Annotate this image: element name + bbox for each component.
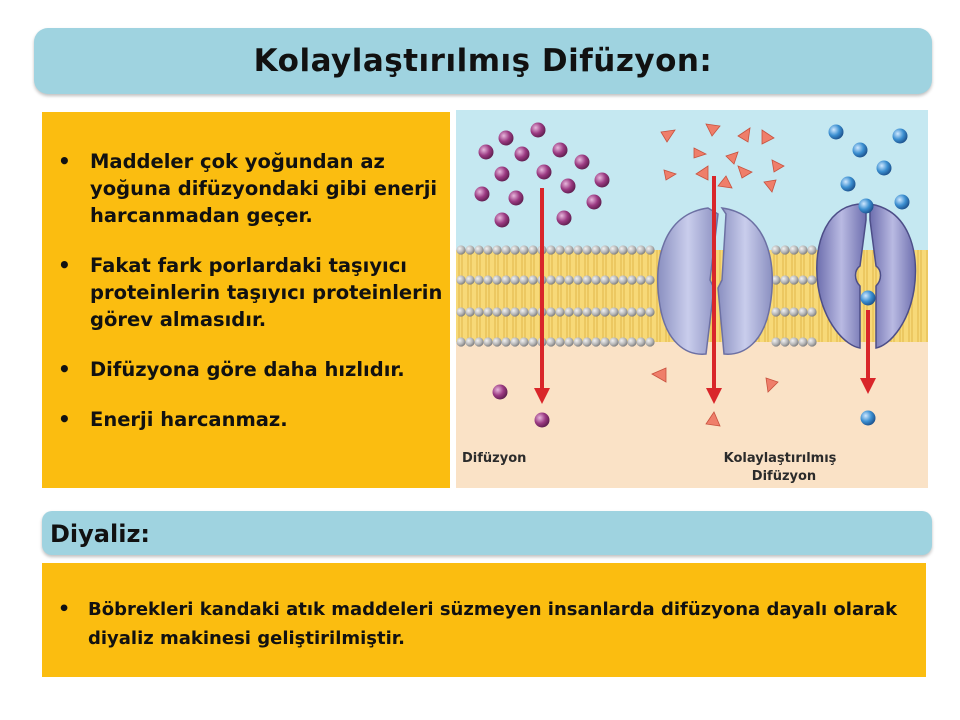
blue-molecule <box>877 161 892 176</box>
bullet-list <box>56 148 446 456</box>
lipid-head <box>582 337 591 346</box>
purple-molecule <box>495 167 510 182</box>
purple-molecule <box>553 143 568 158</box>
lipid-head <box>501 307 510 316</box>
label-facilitated-line2: Difüzyon <box>751 469 817 484</box>
blue-molecule <box>895 195 910 210</box>
lipid-head <box>501 337 510 346</box>
blue-molecule <box>859 199 874 214</box>
lipid-head <box>636 307 645 316</box>
bullet-item: • Fakat fark porlardaki taşıyıcı proteinlerin taşıyıcı proteinlerin görev almasıdır. <box>56 252 446 333</box>
purple-molecule <box>587 195 602 210</box>
intracellular-region <box>456 342 928 488</box>
lipid-head <box>645 245 654 254</box>
lipid-head <box>591 245 600 254</box>
lipid-head <box>519 337 528 346</box>
lipid-head <box>510 337 519 346</box>
lipid-head <box>564 337 573 346</box>
lipid-head <box>609 245 618 254</box>
lipid-head <box>627 337 636 346</box>
lipid-head <box>780 275 789 284</box>
lipid-head <box>492 337 501 346</box>
purple-molecule <box>561 179 576 194</box>
lipid-head <box>807 275 816 284</box>
lipid-head <box>600 245 609 254</box>
lipid-head <box>465 307 474 316</box>
lipid-head <box>465 275 474 284</box>
lipid-head <box>546 307 555 316</box>
lipid-head <box>600 337 609 346</box>
lipid-head <box>609 275 618 284</box>
dialysis-bullet-list <box>56 595 906 653</box>
label-diffusion: Difüzyon <box>462 451 527 466</box>
lipid-head <box>618 275 627 284</box>
lipid-head <box>546 337 555 346</box>
purple-molecule <box>499 131 514 146</box>
blue-molecule <box>853 143 868 158</box>
lipid-head <box>636 337 645 346</box>
purple-molecule <box>495 213 510 228</box>
blue-molecule <box>841 177 856 192</box>
lipid-head <box>465 245 474 254</box>
lipid-head <box>798 275 807 284</box>
title-banner <box>34 28 932 94</box>
lipid-head <box>474 307 483 316</box>
lipid-head <box>456 337 465 346</box>
lipid-head <box>474 275 483 284</box>
lipid-head <box>798 245 807 254</box>
lipid-head <box>510 307 519 316</box>
lipid-head <box>483 275 492 284</box>
lipid-head <box>807 337 816 346</box>
lipid-head <box>618 337 627 346</box>
page-title: Kolaylaştırılmış Difüzyon: <box>253 43 713 79</box>
lipid-head <box>555 275 564 284</box>
lipid-head <box>528 245 537 254</box>
lipid-head <box>789 337 798 346</box>
lipid-head <box>780 245 789 254</box>
lipid-head <box>798 337 807 346</box>
blue-molecule <box>861 291 876 306</box>
lipid-head <box>474 337 483 346</box>
lipid-head <box>501 245 510 254</box>
purple-molecule <box>531 123 546 138</box>
lipid-head <box>546 245 555 254</box>
lipid-head <box>528 275 537 284</box>
lipid-head <box>807 307 816 316</box>
lipid-head <box>636 245 645 254</box>
lipid-head <box>483 307 492 316</box>
lipid-head <box>807 245 816 254</box>
lipid-head <box>546 275 555 284</box>
purple-molecule <box>595 173 610 188</box>
blue-molecule <box>893 129 908 144</box>
lipid-head <box>645 307 654 316</box>
dialysis-heading: Diyaliz: <box>50 520 151 548</box>
lipid-head <box>528 307 537 316</box>
lipid-head <box>555 245 564 254</box>
lipid-head <box>636 275 645 284</box>
info-panel <box>42 112 450 488</box>
lipid-head <box>456 275 465 284</box>
lipid-head <box>609 307 618 316</box>
lipid-head <box>519 275 528 284</box>
lipid-head <box>591 337 600 346</box>
lipid-head <box>456 245 465 254</box>
purple-molecule <box>557 211 572 226</box>
blue-molecule <box>861 411 876 426</box>
dialysis-banner <box>42 511 932 555</box>
bullet-item: • Maddeler çok yoğundan az yoğuna difüzyondaki gibi enerji harcanmadan geçer. <box>56 148 446 229</box>
lipid-head <box>591 307 600 316</box>
lipid-head <box>555 337 564 346</box>
lipid-head <box>645 275 654 284</box>
lipid-head <box>645 337 654 346</box>
lipid-head <box>573 337 582 346</box>
lipid-head <box>780 307 789 316</box>
lipid-head <box>600 307 609 316</box>
lipid-head <box>528 337 537 346</box>
purple-molecule <box>575 155 590 170</box>
lipid-head <box>591 275 600 284</box>
purple-molecule <box>509 191 524 206</box>
lipid-head <box>492 245 501 254</box>
lipid-head <box>627 307 636 316</box>
lipid-head <box>609 337 618 346</box>
lipid-head <box>789 275 798 284</box>
lipid-head <box>771 337 780 346</box>
lipid-head <box>573 275 582 284</box>
lipid-head <box>474 245 483 254</box>
lipid-head <box>600 275 609 284</box>
lipid-head <box>789 245 798 254</box>
lipid-head <box>483 337 492 346</box>
purple-molecule <box>479 145 494 160</box>
purple-molecule <box>535 413 550 428</box>
lipid-head <box>519 307 528 316</box>
lipid-head <box>618 307 627 316</box>
lipid-head <box>627 275 636 284</box>
lipid-head <box>519 245 528 254</box>
lipid-head <box>771 307 780 316</box>
lipid-head <box>582 275 591 284</box>
lipid-head <box>564 245 573 254</box>
lipid-head <box>456 307 465 316</box>
blue-molecule <box>829 125 844 140</box>
lipid-head <box>618 245 627 254</box>
lipid-head <box>798 307 807 316</box>
lipid-head <box>564 275 573 284</box>
purple-molecule <box>537 165 552 180</box>
lipid-head <box>582 245 591 254</box>
lipid-head <box>483 245 492 254</box>
dialysis-bullet-item: • Böbrekleri kandaki atık maddeleri süzmeyen insanlarda difüzyona dayalı olarak diyaliz makinesi geliştirilmiştir. <box>56 595 906 653</box>
lipid-head <box>582 307 591 316</box>
lipid-head <box>555 307 564 316</box>
lipid-head <box>510 245 519 254</box>
lipid-head <box>492 307 501 316</box>
lipid-head <box>573 307 582 316</box>
lipid-head <box>627 245 636 254</box>
lipid-head <box>573 245 582 254</box>
lipid-head <box>564 307 573 316</box>
membrane-diagram <box>456 110 928 488</box>
label-facilitated-line1: Kolaylaştırılmış <box>723 451 837 466</box>
dialysis-panel <box>42 563 926 677</box>
lipid-head <box>492 275 501 284</box>
lipid-head <box>771 245 780 254</box>
bullet-item: • Difüzyona göre daha hızlıdır. <box>56 356 446 383</box>
purple-molecule <box>515 147 530 162</box>
bullet-item: • Enerji harcanmaz. <box>56 406 446 433</box>
lipid-head <box>510 275 519 284</box>
purple-molecule <box>475 187 490 202</box>
lipid-head <box>501 275 510 284</box>
lipid-head <box>780 337 789 346</box>
lipid-head <box>789 307 798 316</box>
lipid-head <box>465 337 474 346</box>
purple-molecule <box>493 385 508 400</box>
